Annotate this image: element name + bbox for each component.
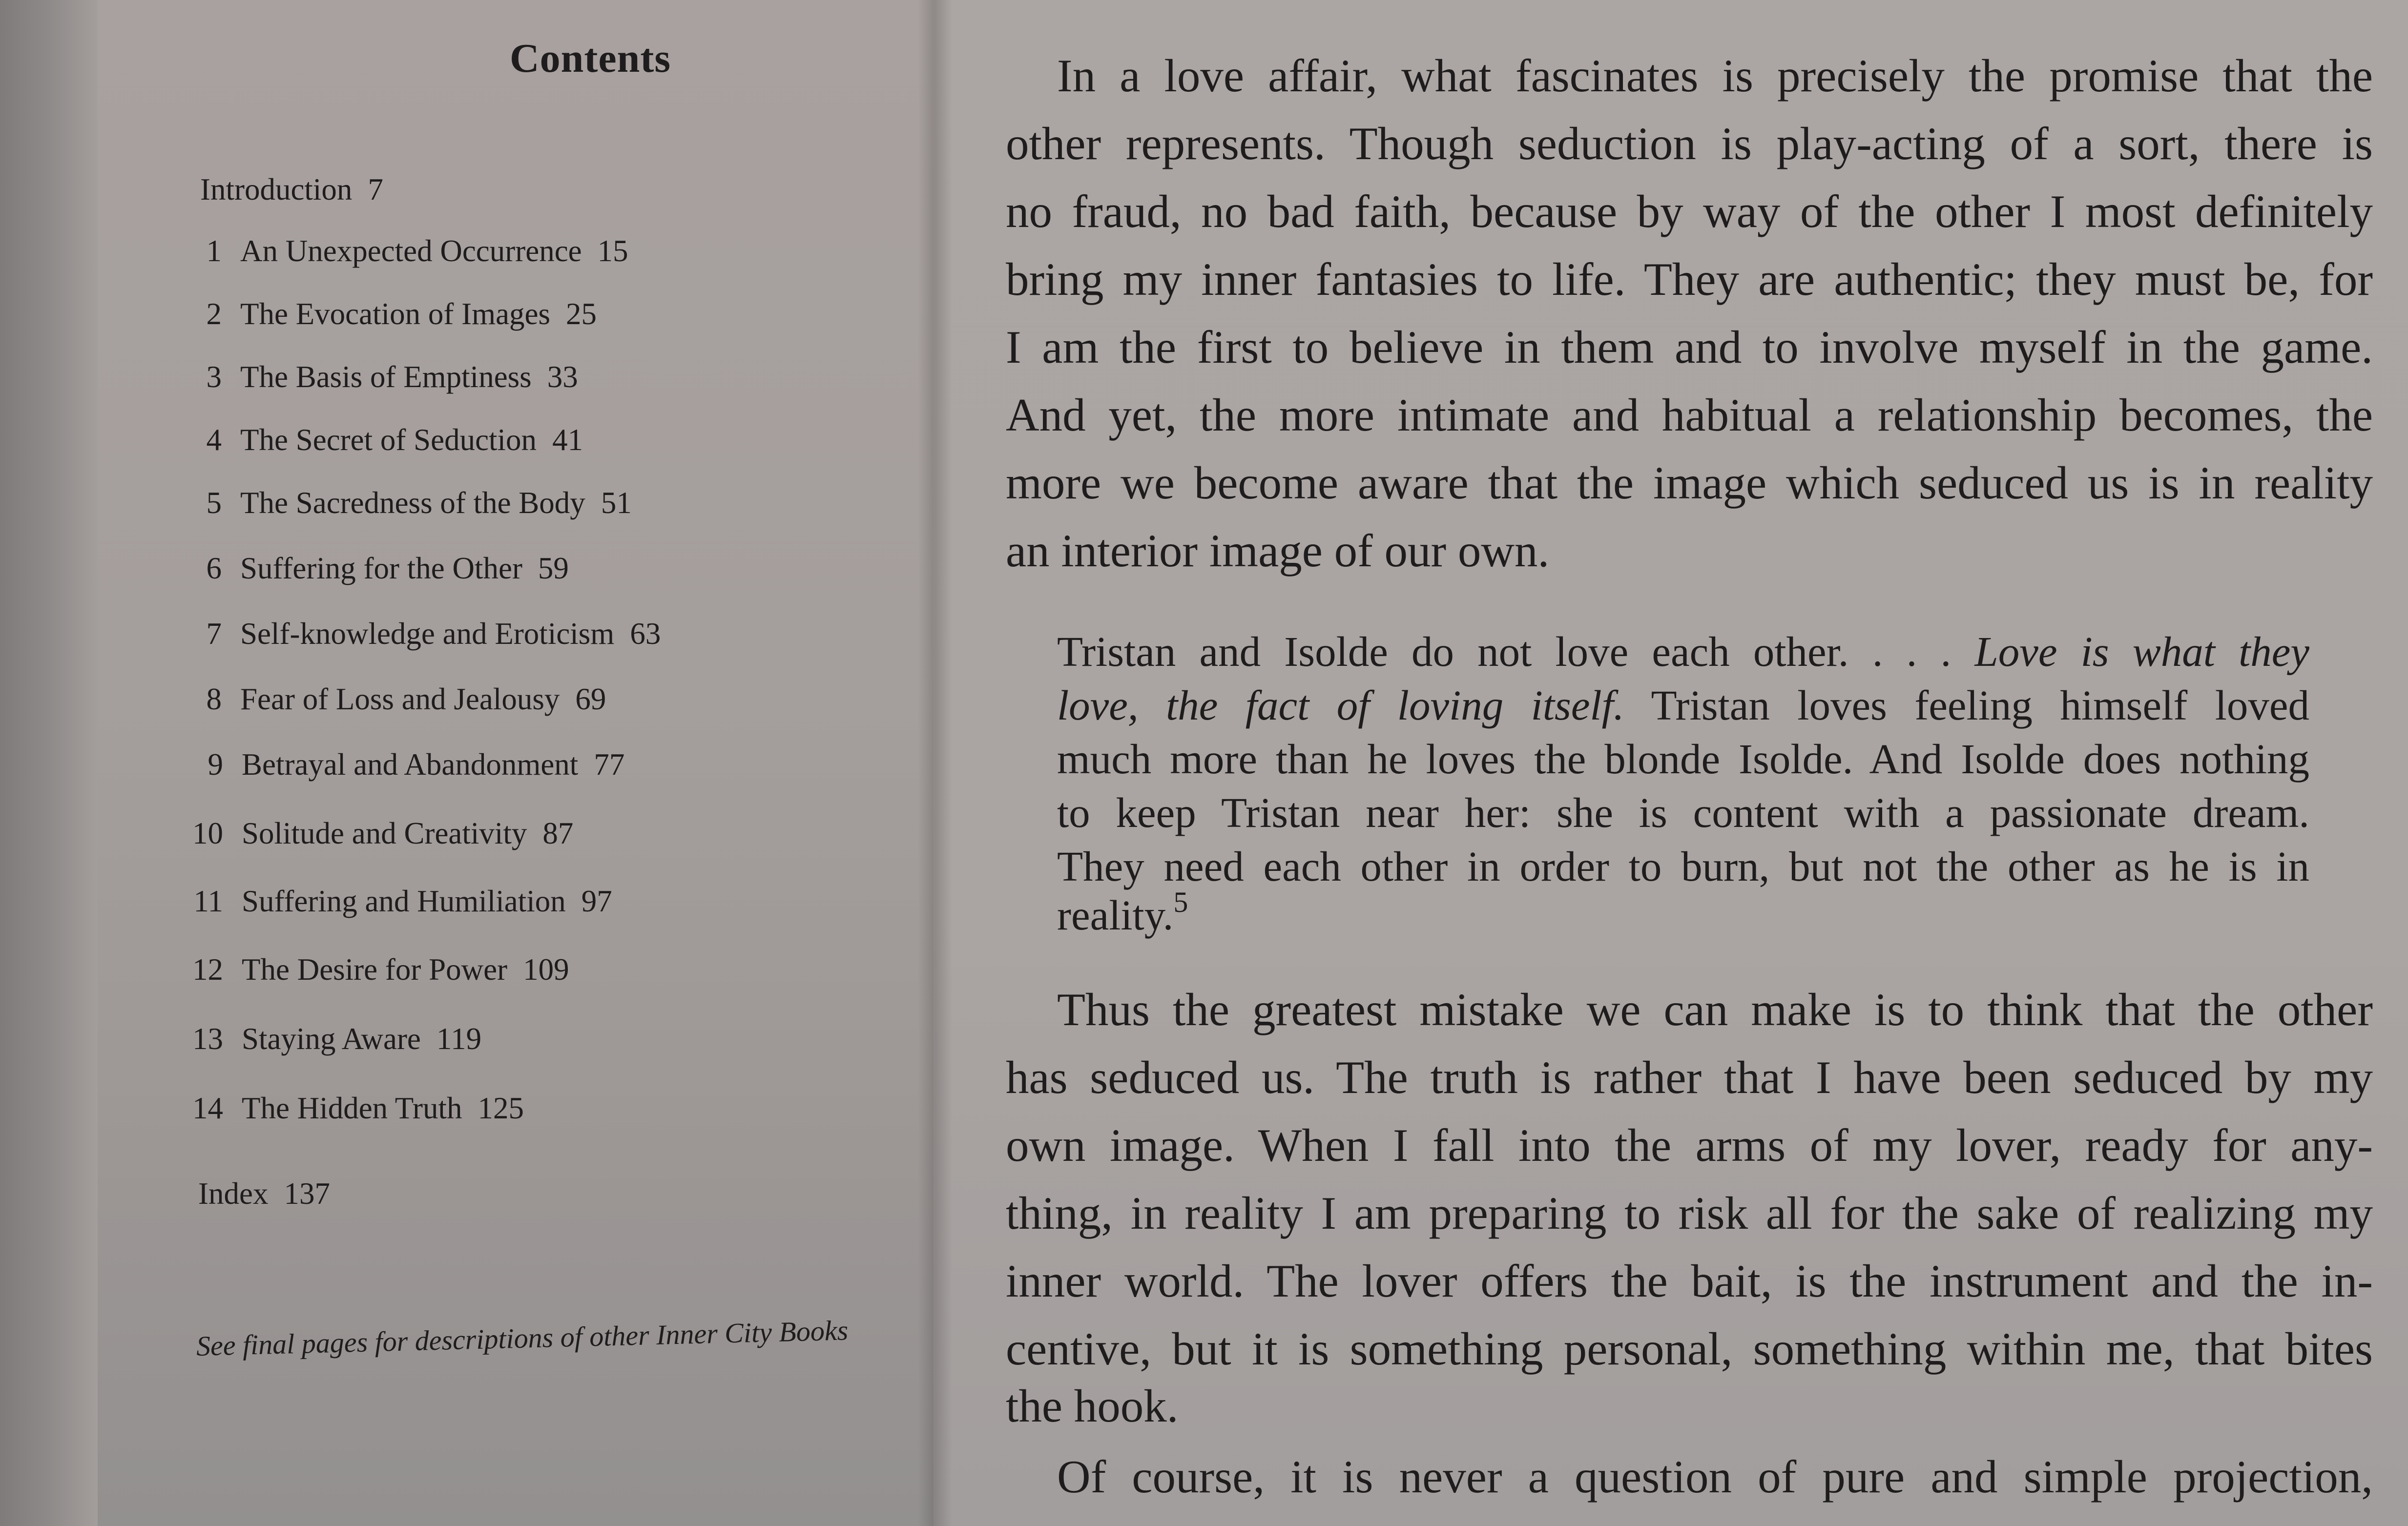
toc-entry-number: 4 <box>206 423 222 457</box>
toc-entry-page: 109 <box>523 952 569 987</box>
toc-entry-page: 69 <box>575 682 606 716</box>
quote-line: much more than he loves the blonde Isolde. And Isolde does nothing <box>1057 735 2309 783</box>
toc-entry-title: Staying Aware <box>242 1022 421 1056</box>
toc-entry-number: 3 <box>206 360 222 394</box>
toc-entry-number: 10 <box>192 816 223 850</box>
toc-entry-number: 12 <box>192 952 223 987</box>
toc-entry-page: 59 <box>538 551 569 585</box>
toc-entry <box>178 882 612 921</box>
toc-entry-title: Self-knowledge and Eroticism <box>240 617 615 651</box>
toc-entry-title: Betrayal and Abandonment <box>242 747 579 782</box>
body-text-line: own image. When I fall into the arms of my lover, ready for any- <box>1006 1119 2373 1171</box>
toc-entry <box>178 1019 481 1058</box>
toc-entry-page: 33 <box>547 360 578 394</box>
toc-entry <box>178 950 569 989</box>
toc-entry-title: Index <box>198 1176 269 1211</box>
body-text-line: inner world. The lover offers the bait, is the instrument and the in- <box>1006 1255 2373 1307</box>
toc-entry-number: 1 <box>206 234 222 268</box>
toc-entry-page: 15 <box>597 234 628 268</box>
toc-entry-title: The Evocation of Images <box>240 297 551 331</box>
body-text-line: the hook. <box>1006 1380 1179 1432</box>
body-text-line: thing, in reality I am preparing to risk all for the sake of realizing my <box>1006 1187 2373 1239</box>
quote-line <box>1057 676 2309 735</box>
toc-entry-number: 5 <box>206 486 222 520</box>
toc-entry <box>177 483 632 522</box>
body-text-line: I am the first to believe in them and to involve myself in the game. <box>1006 321 2373 373</box>
body-text-line: In a love affair, what fascinates is precisely the promise that the <box>1057 50 2373 102</box>
quote-italic-text: Love is what they <box>1974 628 2310 675</box>
toc-entry-page: 125 <box>477 1091 524 1125</box>
toc-entry-title: The Sacredness of the Body <box>240 486 585 520</box>
toc-entry-page: 51 <box>601 486 632 520</box>
toc-entry-title: Solitude and Creativity <box>242 816 527 850</box>
footnote-reference: 5 <box>1173 886 1188 918</box>
toc-entry-number: 13 <box>192 1022 223 1056</box>
body-text-line: Of course, it is never a question of pure and simple projection, <box>1057 1451 2373 1503</box>
body-text-line: no fraud, no bad faith, because by way of the other I most definitely <box>1006 186 2373 237</box>
body-text-line: more we become aware that the image which seduced us is in reality <box>1006 457 2373 509</box>
toc-entry <box>177 680 606 719</box>
toc-entry-title: The Secret of Seduction <box>240 423 537 457</box>
quote-line: to keep Tristan near her: she is content with a passionate dream. <box>1057 789 2309 836</box>
toc-entry-page: 7 <box>368 172 383 206</box>
body-text-line: other represents. Though seduction is play-acting of a sort, there is <box>1006 118 2373 169</box>
toc-entry-title: Suffering and Humiliation <box>242 884 566 918</box>
quote-text: Tristan loves feeling himself loved <box>1651 681 2309 729</box>
toc-entry <box>178 814 573 853</box>
toc-entry-index <box>198 1174 330 1213</box>
toc-entry-number: 2 <box>206 297 222 331</box>
toc-entry-number: 14 <box>192 1091 223 1125</box>
toc-entry-title: Fear of Loss and Jealousy <box>240 682 560 716</box>
table-of-contents <box>0 0 934 1526</box>
quote-line <box>1057 886 2309 945</box>
toc-entry-page: 87 <box>542 816 574 850</box>
body-text-line: an interior image of our own. <box>1006 525 1550 577</box>
toc-entry-title: The Basis of Emptiness <box>240 360 532 394</box>
quote-text: reality. <box>1057 891 1174 939</box>
toc-entry-page: 119 <box>436 1022 482 1056</box>
toc-entry-number: 6 <box>206 551 222 585</box>
toc-entry <box>177 614 661 653</box>
toc-entry-title: The Desire for Power <box>242 952 508 987</box>
body-text-line: has seduced us. The truth is rather that I have been seduced by my <box>1006 1052 2373 1103</box>
toc-entry-page: 41 <box>552 423 583 457</box>
toc-entry <box>177 294 597 333</box>
toc-entry-title: Suffering for the Other <box>240 551 522 585</box>
toc-entry-introduction <box>200 170 383 209</box>
body-text-line: centive, but it is something personal, something within me, that bites <box>1006 1323 2373 1375</box>
quote-italic-text: love, the fact of loving itself. <box>1057 681 1624 729</box>
body-text-line: And yet, the more intimate and habitual a relationship becomes, the <box>1006 389 2373 441</box>
toc-entry-page: 25 <box>566 297 597 331</box>
body-text-line: Thus the greatest mistake we can make is to think that the other <box>1057 984 2373 1035</box>
toc-entry <box>177 549 569 588</box>
toc-entry-number: 7 <box>206 617 222 651</box>
other-books-note: See final pages for descriptions of other Inner City Books <box>196 1314 849 1362</box>
toc-entry <box>177 231 628 270</box>
toc-entry-number: 11 <box>193 884 223 918</box>
toc-entry <box>178 745 624 784</box>
toc-entry-page: 137 <box>284 1176 330 1211</box>
toc-entry-page: 77 <box>594 747 625 782</box>
toc-entry-page: 63 <box>630 617 661 651</box>
toc-entry-title: The Hidden Truth <box>242 1091 462 1125</box>
toc-entry-number: 9 <box>208 747 223 782</box>
toc-entry <box>177 420 583 459</box>
toc-entry-title: An Unexpected Occurrence <box>240 234 582 268</box>
toc-entry-title: Introduction <box>200 172 353 206</box>
quote-line <box>1057 622 2309 681</box>
toc-entry-number: 8 <box>206 682 222 716</box>
contents-heading: Contents <box>510 36 671 81</box>
body-text-line: bring my inner fantasies to life. They are authentic; they must be, for <box>1006 253 2373 305</box>
toc-entry-page: 97 <box>581 884 612 918</box>
toc-entry <box>177 357 578 396</box>
toc-entry <box>178 1089 524 1128</box>
quote-line: They need each other in order to burn, but not the other as he is in <box>1057 843 2309 890</box>
quote-text: Tristan and Isolde do not love each other. . . . <box>1057 628 1951 675</box>
